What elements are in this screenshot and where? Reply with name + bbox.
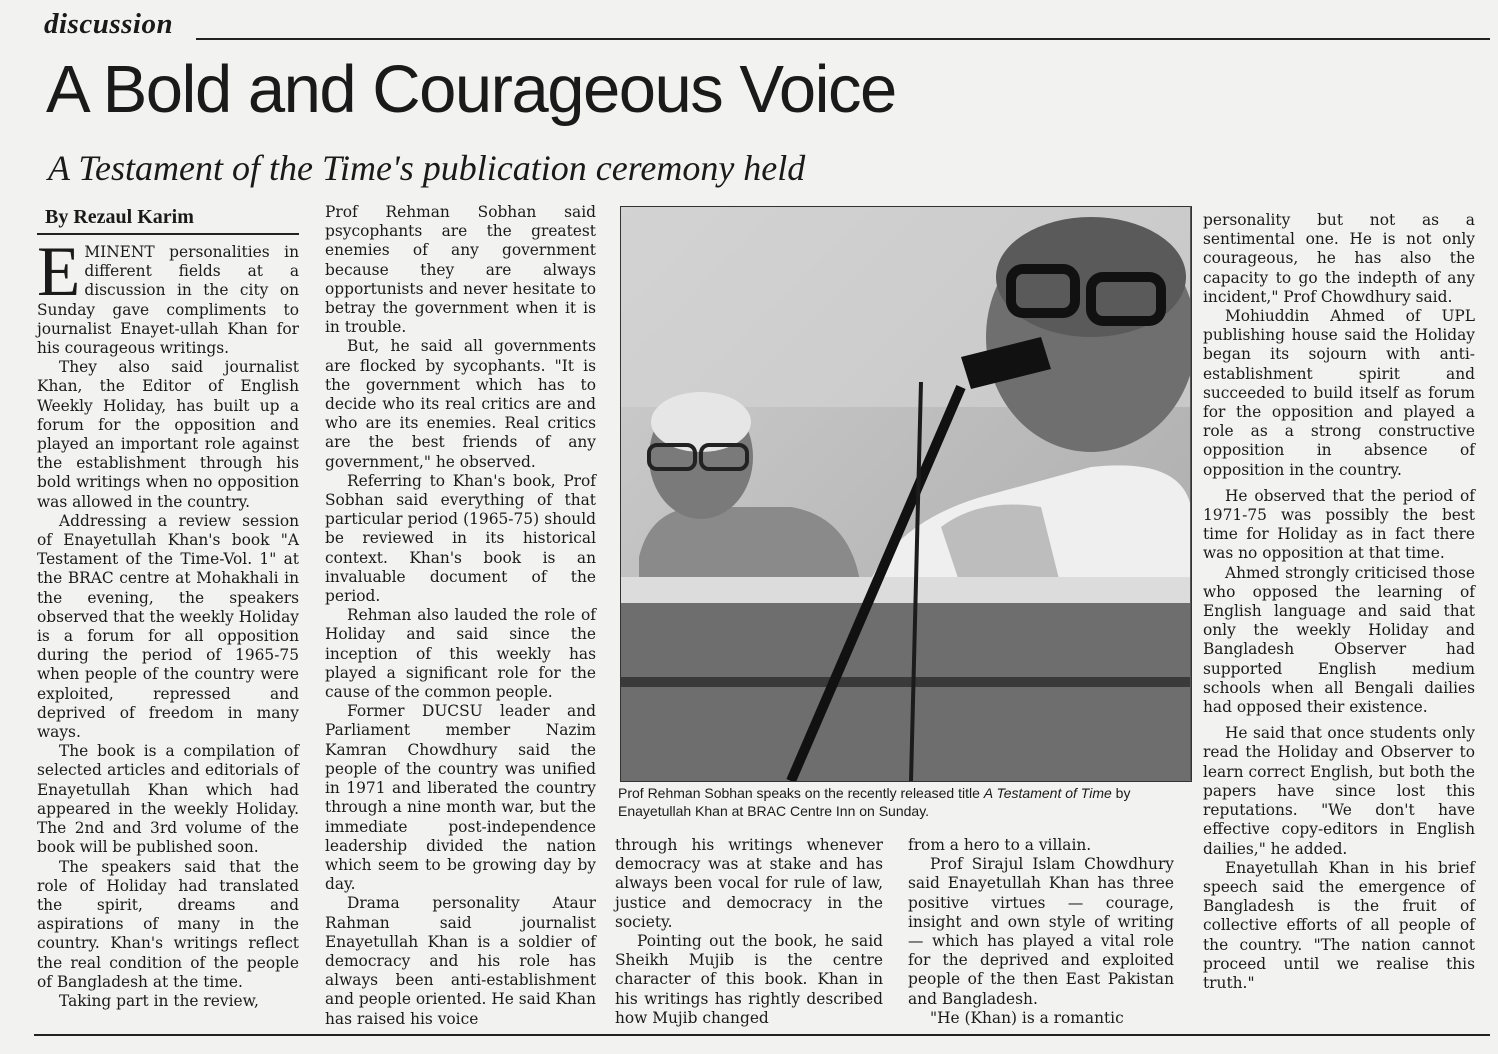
paragraph: He said that once students only read the Holiday and Observer to learn correct English, but both the papers have since lost this reputations. "We don't have effective copy-editors in English dailies," he added. (1203, 724, 1475, 858)
paragraph: The speakers said that the role of Holiday had translated the spirit, dreams and aspirations of many in the country. Khan's writings reflect the real condition of the people of Bangladesh at the time. (37, 857, 299, 991)
paragraph: through his writings whenever democracy was at stake and has always been vocal for rule of law, justice and democracy in the society. (615, 836, 883, 931)
paragraph: He observed that the period of 1971-75 was possibly the best time for Holiday as in fact there was no opposition at that time. (1203, 486, 1475, 563)
section-kicker: discussion (44, 8, 174, 40)
paragraph: from a hero to a villain. (908, 836, 1092, 854)
paragraph: But, he said all governments are flocked by sycophants. "It is the government which has to decide who its real critics are and who are its enemies. Real critics are the best friends of any government," he observed. (325, 337, 596, 471)
paragraph: Drama personality Ataur Rahman said journalist Enayetullah Khan is a soldier of democracy and his role has always been anti-establishment and people oriented. He said Khan has raised his voice (325, 894, 596, 1028)
section-kicker-row (44, 8, 1490, 46)
bottom-rule (34, 1034, 1490, 1036)
drop-cap: E (37, 233, 81, 311)
paragraph: Enayetullah Khan in his brief speech said the emergence of Bangladesh is the fruit of collective efforts of all people of the country. "The nation cannot proceed until we realise this truth." (1203, 858, 1475, 992)
photo-caption: Prof Rehman Sobhan speaks on the recently released title A Testament of Time by Enayetullah Khan at BRAC Centre Inn on Sunday. (618, 785, 1131, 819)
paragraph: Ahmed strongly criticised those who opposed the learning of English language and said that only the weekly Holiday and Bangladesh Observer had supported English medium schools when all Bengali dailies had opposed their existence. (1203, 563, 1475, 717)
paragraph: Prof Sirajul Islam Chowdhury said Enayetullah Khan has three positive virtues — courage, insight and own style of writing — which has played a vital role for the deprived and exploited people of the then East Pakistan and Bangladesh. (908, 855, 1174, 1008)
paragraph: Mohiuddin Ahmed of UPL publishing house said the Holiday began its sojourn with anti-establishment spirit and succeeded to build itself as forum for the opposition and played a role as a strong constructive opposition in absence of opposition in the country. (1203, 307, 1475, 479)
paragraph: They also said journalist Khan, the Editor of English Weekly Holiday, has built up a forum for the opposition and played an important role against the establishment through his bold writings when no opposition was allowed in the country. (37, 358, 299, 511)
photo-side-rule (1190, 206, 1191, 780)
paragraph: EMINENT personalities in different fields at a discussion in the city on Sunday gave compliments to journalist Enayet-ullah Khan for his courageous writings. (37, 233, 299, 358)
paragraph: Addressing a review session of Enayetullah Khan's book "A Testament of the Time-Vol. 1" at the BRAC centre at Mohakhali in the evening, the speakers observed that the weekly Holiday is a forum for all opposition during the period of 1965-75 when people of the country were exploited, repressed and deprived of freedom in many ways. (37, 511, 299, 742)
paragraph: Pointing out the book, he said Sheikh Mujib is the centre character of this book. Khan in his writings has rightly described how Mujib changed (615, 932, 883, 1027)
paragraph: Rehman also lauded the role of Holiday and said since the inception of this weekly has played a significant role for the cause of the common people. (325, 606, 596, 702)
paragraph: personality but not as a sentimental one. He is not only courageous, he has also the capacity to go the indepth of any incident," Prof Chowdhury said. (1203, 211, 1475, 306)
kicker-rule (196, 38, 1490, 40)
paragraph: Former DUCSU leader and Parliament member Nazim Kamran Chowdhury said the people of the country was unified in 1971 and liberated the country through a nine month war, but the immediate post-independence leadership divided the nation which seem to be growing day by day. (325, 702, 596, 894)
article-column-1 (37, 205, 299, 1011)
paragraph: Taking part in the review, (59, 991, 259, 1010)
paragraph: "He (Khan) is a romantic (930, 1008, 1124, 1027)
paragraph: The book is a compilation of selected articles and editorials of Enayetullah Khan which had appeared in the weekly Holiday. The 2nd and 3rd volume of the book will be published soon. (37, 742, 299, 857)
byline: By Rezaul Karim (37, 205, 299, 235)
subhead: A Testament of the Time's publication ceremony held (48, 148, 806, 188)
article-column-4 (908, 836, 1174, 1028)
paragraph: Prof Rehman Sobhan said psycophants are the greatest enemies of any government because they are always opportunists and never hesitate to betray the government when it is in trouble. (325, 203, 596, 337)
article-column-2 (325, 203, 596, 1029)
paragraph: Referring to Khan's book, Prof Sobhan said everything of that particular period (1965-75) should be reviewed in its historical context. Khan's book is an invaluable document of the period. (325, 471, 596, 606)
news-photo (620, 206, 1192, 782)
article-column-3 (615, 836, 883, 1028)
article-column-5 (1203, 211, 1475, 993)
headline: A Bold and Courageous Voice (46, 52, 896, 127)
